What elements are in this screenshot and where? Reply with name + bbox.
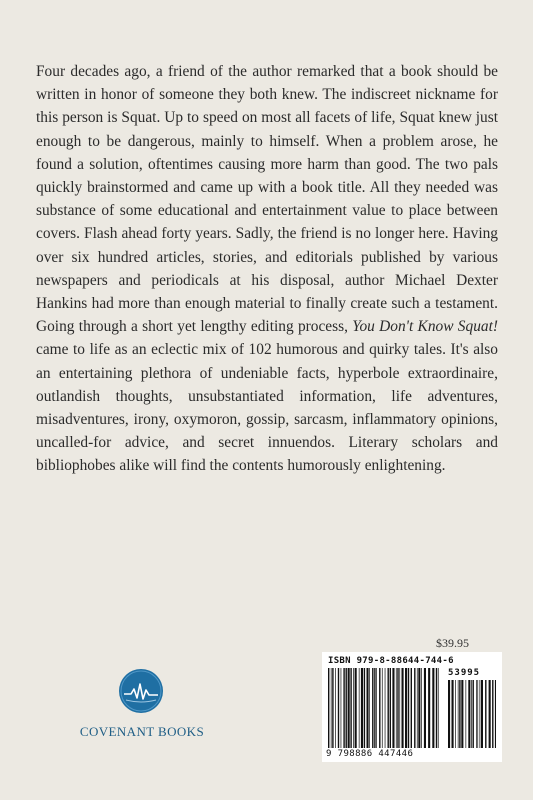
isbn-barcode <box>322 652 502 762</box>
book-title-italic: You Don't Know Squat! <box>352 318 498 336</box>
barcode-digits: 9 798886 447446 <box>326 749 414 759</box>
publisher-name: COVENANT BOOKS <box>79 724 205 739</box>
description-text-part2: came to life as an eclectic mix of 102 humorous and quirky tales. It's also an entertaining plethora of undeniable facts, hyperbole extraordinaire, outlandish thoughts, unsubstantiated information, life adventures, misadventures, irony, oxymoron, gossip, sarcasm, inflammatory opinions, uncalled-for advice, and secret innuendos. Literary scholars and bibliophobes alike will find the contents humorously enlightening. <box>36 341 498 475</box>
barcode-addon-bars <box>448 680 496 748</box>
barcode-addon-number: 53995 <box>448 668 481 678</box>
price-label: $39.95 <box>436 636 469 650</box>
isbn-number: ISBN 979-8-88644-744-6 <box>328 656 454 666</box>
description-text-part1: Four decades ago, a friend of the author remarked that a book should be written in honor of someone they both knew. The indiscreet nickname for this person is Squat. Up to speed on most all facets of life, Squat knew just enough to be dangerous, mainly to himself. When a problem arose, he found a solution, oftentimes causing more harm than good. The two pals quickly brainstormed and came up with a book title. All they needed was substance of some educational and entertainment value to place between covers. Flash ahead forty years. Sadly, the friend is no longer here. Having over six hundred articles, stories, and editorials published by various newspapers and periodicals at his disposal, author Michael Dexter Hankins had more than enough material to finally create such a testament. Going through a short yet lengthy editing process, <box>36 63 498 336</box>
publisher-logo <box>62 668 222 748</box>
globe-wave-icon <box>118 668 164 714</box>
book-description <box>36 60 498 478</box>
barcode-bars <box>328 668 440 748</box>
